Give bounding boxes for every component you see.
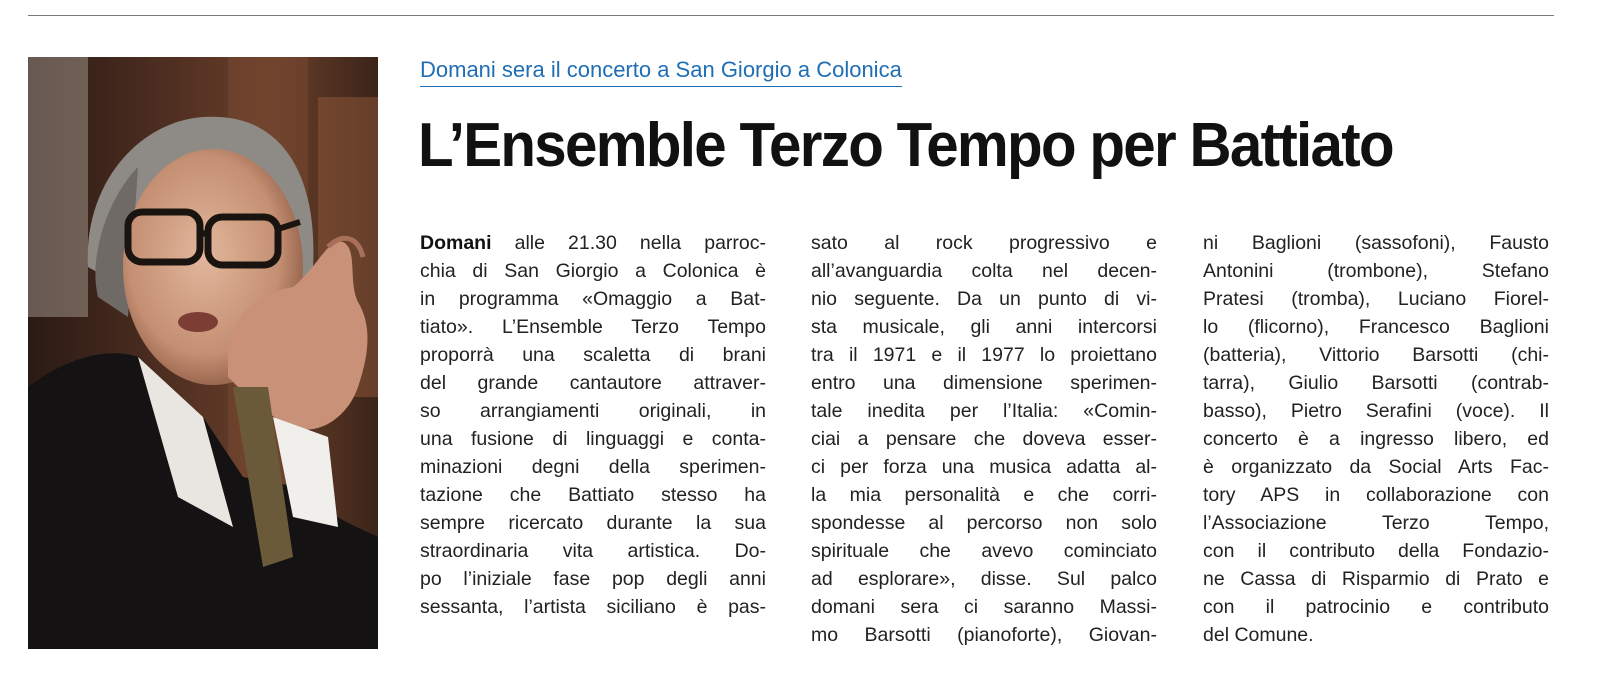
text-line: Pratesi (tromba), Luciano Fiorel-	[1203, 288, 1549, 310]
text-line: ci per forza una musica adatta al-	[811, 456, 1157, 478]
lead-word: Domani	[420, 232, 492, 254]
text-line: Antonini (trombone), Stefano	[1203, 260, 1549, 282]
top-divider	[28, 15, 1554, 16]
text-line: del grande cantautore attraver-	[420, 372, 766, 394]
text-line: del Comune.	[1203, 624, 1314, 646]
text-line: proporrà una scaletta di brani	[420, 344, 766, 366]
text-line: tra il 1971 e il 1977 lo proiettano	[811, 344, 1157, 366]
text-line: mo Barsotti (pianoforte), Giovan-	[811, 624, 1157, 646]
text-line: tory APS in collaborazione con	[1203, 484, 1549, 506]
text-line: concerto è a ingresso libero, ed	[1203, 428, 1549, 450]
kicker-link[interactable]: Domani sera il concerto a San Giorgio a Colonica	[420, 56, 902, 87]
headline: L’Ensemble Terzo Tempo per Battiato	[418, 111, 1393, 180]
text-line: con il patrocinio e contributo	[1203, 596, 1549, 618]
text-line: ad esplorare», disse. Sul palco	[811, 568, 1157, 590]
text-line: basso), Pietro Serafini (voce). Il	[1203, 400, 1549, 422]
text-line: ni Baglioni (sassofoni), Fausto	[1203, 232, 1549, 254]
text-line: ne Cassa di Risparmio di Prato e	[1203, 568, 1549, 590]
text-line: spirituale che avevo cominciato	[811, 540, 1157, 562]
text-line: po l’iniziale fase pop degli anni	[420, 568, 766, 590]
text-line: ciai a pensare che doveva esser-	[811, 428, 1157, 450]
text-line: tiato». L’Ensemble Terzo Tempo	[420, 316, 766, 338]
article-column-1	[420, 229, 766, 621]
text-line: la mia personalità e che corri-	[811, 484, 1157, 506]
text-line: lo (flicorno), Francesco Baglioni	[1203, 316, 1549, 338]
article-column-2	[811, 229, 1157, 649]
text-line: tazione che Battiato stesso ha	[420, 484, 766, 506]
text-line: spondesse al percorso non solo	[811, 512, 1157, 534]
text-line: è organizzato da Social Arts Fac-	[1203, 456, 1549, 478]
text-line: all’avanguardia colta nel decen-	[811, 260, 1157, 282]
text-line: chia di San Giorgio a Colonica è	[420, 260, 766, 282]
text-line: straordinaria vita artistica. Do-	[420, 540, 766, 562]
text-line: sessanta, l’artista siciliano è pas-	[420, 596, 766, 618]
text-line: so arrangiamenti originali, in	[420, 400, 766, 422]
text-line: una fusione di linguaggi e conta-	[420, 428, 766, 450]
text-line: tarra), Giulio Barsotti (contrab-	[1203, 372, 1549, 394]
text-line: sta musicale, gli anni intercorsi	[811, 316, 1157, 338]
text-line: entro una dimensione sperimen-	[811, 372, 1157, 394]
text-line: in programma «Omaggio a Bat-	[420, 288, 766, 310]
text-line: (batteria), Vittorio Barsotti (chi-	[1203, 344, 1549, 366]
text-line: con il contributo della Fondazio-	[1203, 540, 1549, 562]
article-column-3	[1203, 229, 1549, 649]
text-line: nio seguente. Da un punto di vi-	[811, 288, 1157, 310]
text-line: l’Associazione Terzo Tempo,	[1203, 512, 1549, 534]
text-line: sempre ricercato durante la sua	[420, 512, 766, 534]
text-line: domani sera ci saranno Massi-	[811, 596, 1157, 618]
text-line: Domani alle 21.30 nella parroc-	[420, 232, 766, 254]
text-line: minazioni degni della sperimen-	[420, 456, 766, 478]
text-line: sato al rock progressivo e	[811, 232, 1157, 254]
portrait-photo	[28, 57, 378, 649]
text-line: tale inedita per l’Italia: «Comin-	[811, 400, 1157, 422]
